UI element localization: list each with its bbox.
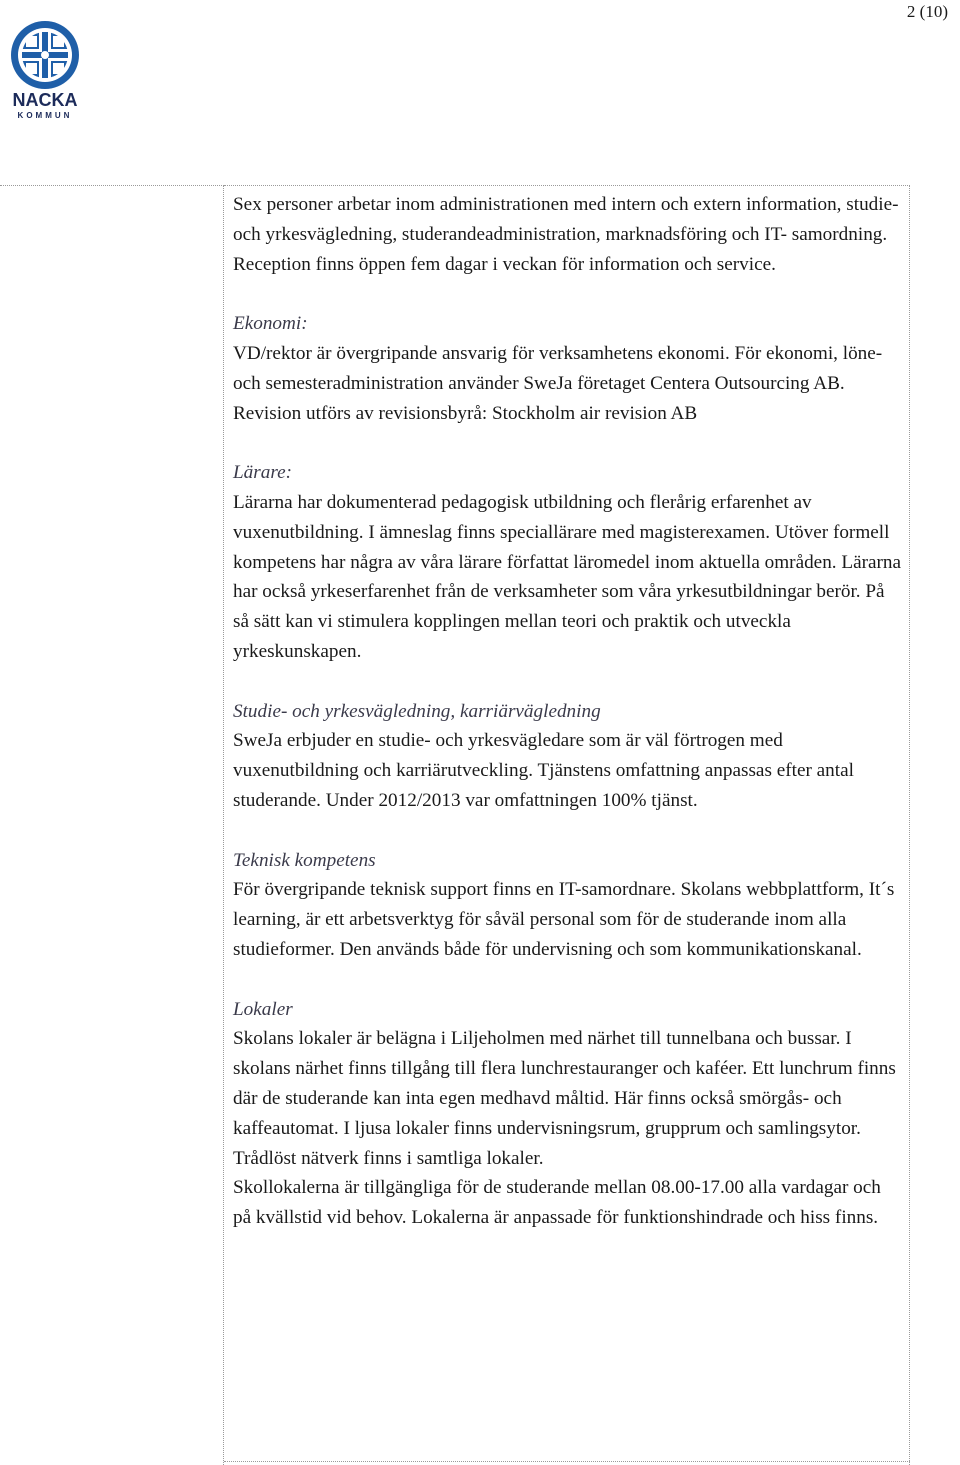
section-heading: Studie- och yrkesvägledning, karriärvägledning	[233, 700, 601, 722]
section-heading: Lokaler	[233, 998, 293, 1020]
intro-paragraph: Sex personer arbetar inom administrationen med intern och extern information, studie- och yrkesvägledning, studerandeadministration, marknadsföring och IT- samordning. Reception finns öppen fem dagar i veckan för information och service.	[233, 194, 899, 275]
section-paragraph: Skolans lokaler är belägna i Liljeholmen med närhet till tunnelbana och bussar. I skolans närhet finns tillgång till flera lunchrestauranger och kaféer. Ett lunchrum finns där de studerande kan inta egen medhavd måltid. Här finns också smörgås- och kaffeautomat. I ljusa lokaler finns undervisningsrum, grupprum och samlingsytor. Trådlöst nätverk finns i samtliga lokaler.	[233, 1028, 896, 1169]
logo-wordmark: NACKA	[12, 90, 78, 110]
section-paragraph: Lärarna har dokumenterad pedagogisk utbildning och flerårig erfarenhet av vuxenutbildning. I ämneslag finns speciallärare med magisterexamen. Utöver formell kompetens har några av våra lärare författat läromedel inom aktuella områden. Lärarna har också yrkeserfarenhet från de verksamheter som våra yrkesutbildningar berör. På så sätt kan vi stimulera kopplingen mellan teori och praktik och utveckla yrkeskunskapen.	[233, 491, 902, 662]
section-paragraph: VD/rektor är övergripande ansvarig för verksamhetens ekonomi. För ekonomi, löne- och semesteradministration använder SweJa företaget Centera Outsourcing AB. Revision utförs av revisionsbyrå: Stockholm air revision AB	[233, 342, 883, 424]
page-number: 2 (10)	[906, 2, 948, 21]
logo-subtitle: KOMMUN	[17, 111, 73, 120]
frame-bottom-border	[224, 1461, 910, 1462]
section-paragraph: Skollokalerna är tillgängliga för de studerande mellan 08.00-17.00 alla vardagar och på kvällstid vid behov. Lokalerna är anpassade för funktionshindrade och hiss finns.	[233, 1177, 881, 1229]
section-lokaler	[233, 995, 903, 1233]
document-body	[233, 190, 903, 1263]
section-paragraph: SweJa erbjuder en studie- och yrkesvägledare som är väl förtrogen med vuxenutbildning och karriärutveckling. Tjänstens omfattning anpassas efter antal studerande. Under 2012/2013 var omfattningen 100% tjänst.	[233, 730, 854, 811]
left-column-frame	[0, 185, 224, 1465]
intro-block	[233, 190, 903, 279]
section-studie-och-yrkesvagledning	[233, 697, 903, 816]
section-teknisk-kompetens	[233, 846, 903, 965]
section-heading: Teknisk kompetens	[233, 849, 376, 871]
nacka-kommun-logo	[8, 18, 84, 122]
section-heading: Lärare:	[233, 462, 292, 484]
section-ekonomi	[233, 309, 903, 428]
section-heading: Ekonomi:	[233, 313, 308, 335]
section-larare	[233, 458, 903, 667]
section-paragraph: För övergripande teknisk support finns en IT-samordnare. Skolans webbplattform, It´s learning, är ett arbetsverktyg för såväl personal som för de studerande inom alla studieformer. Den används både för undervisning och som kommunikationskanal.	[233, 879, 895, 960]
